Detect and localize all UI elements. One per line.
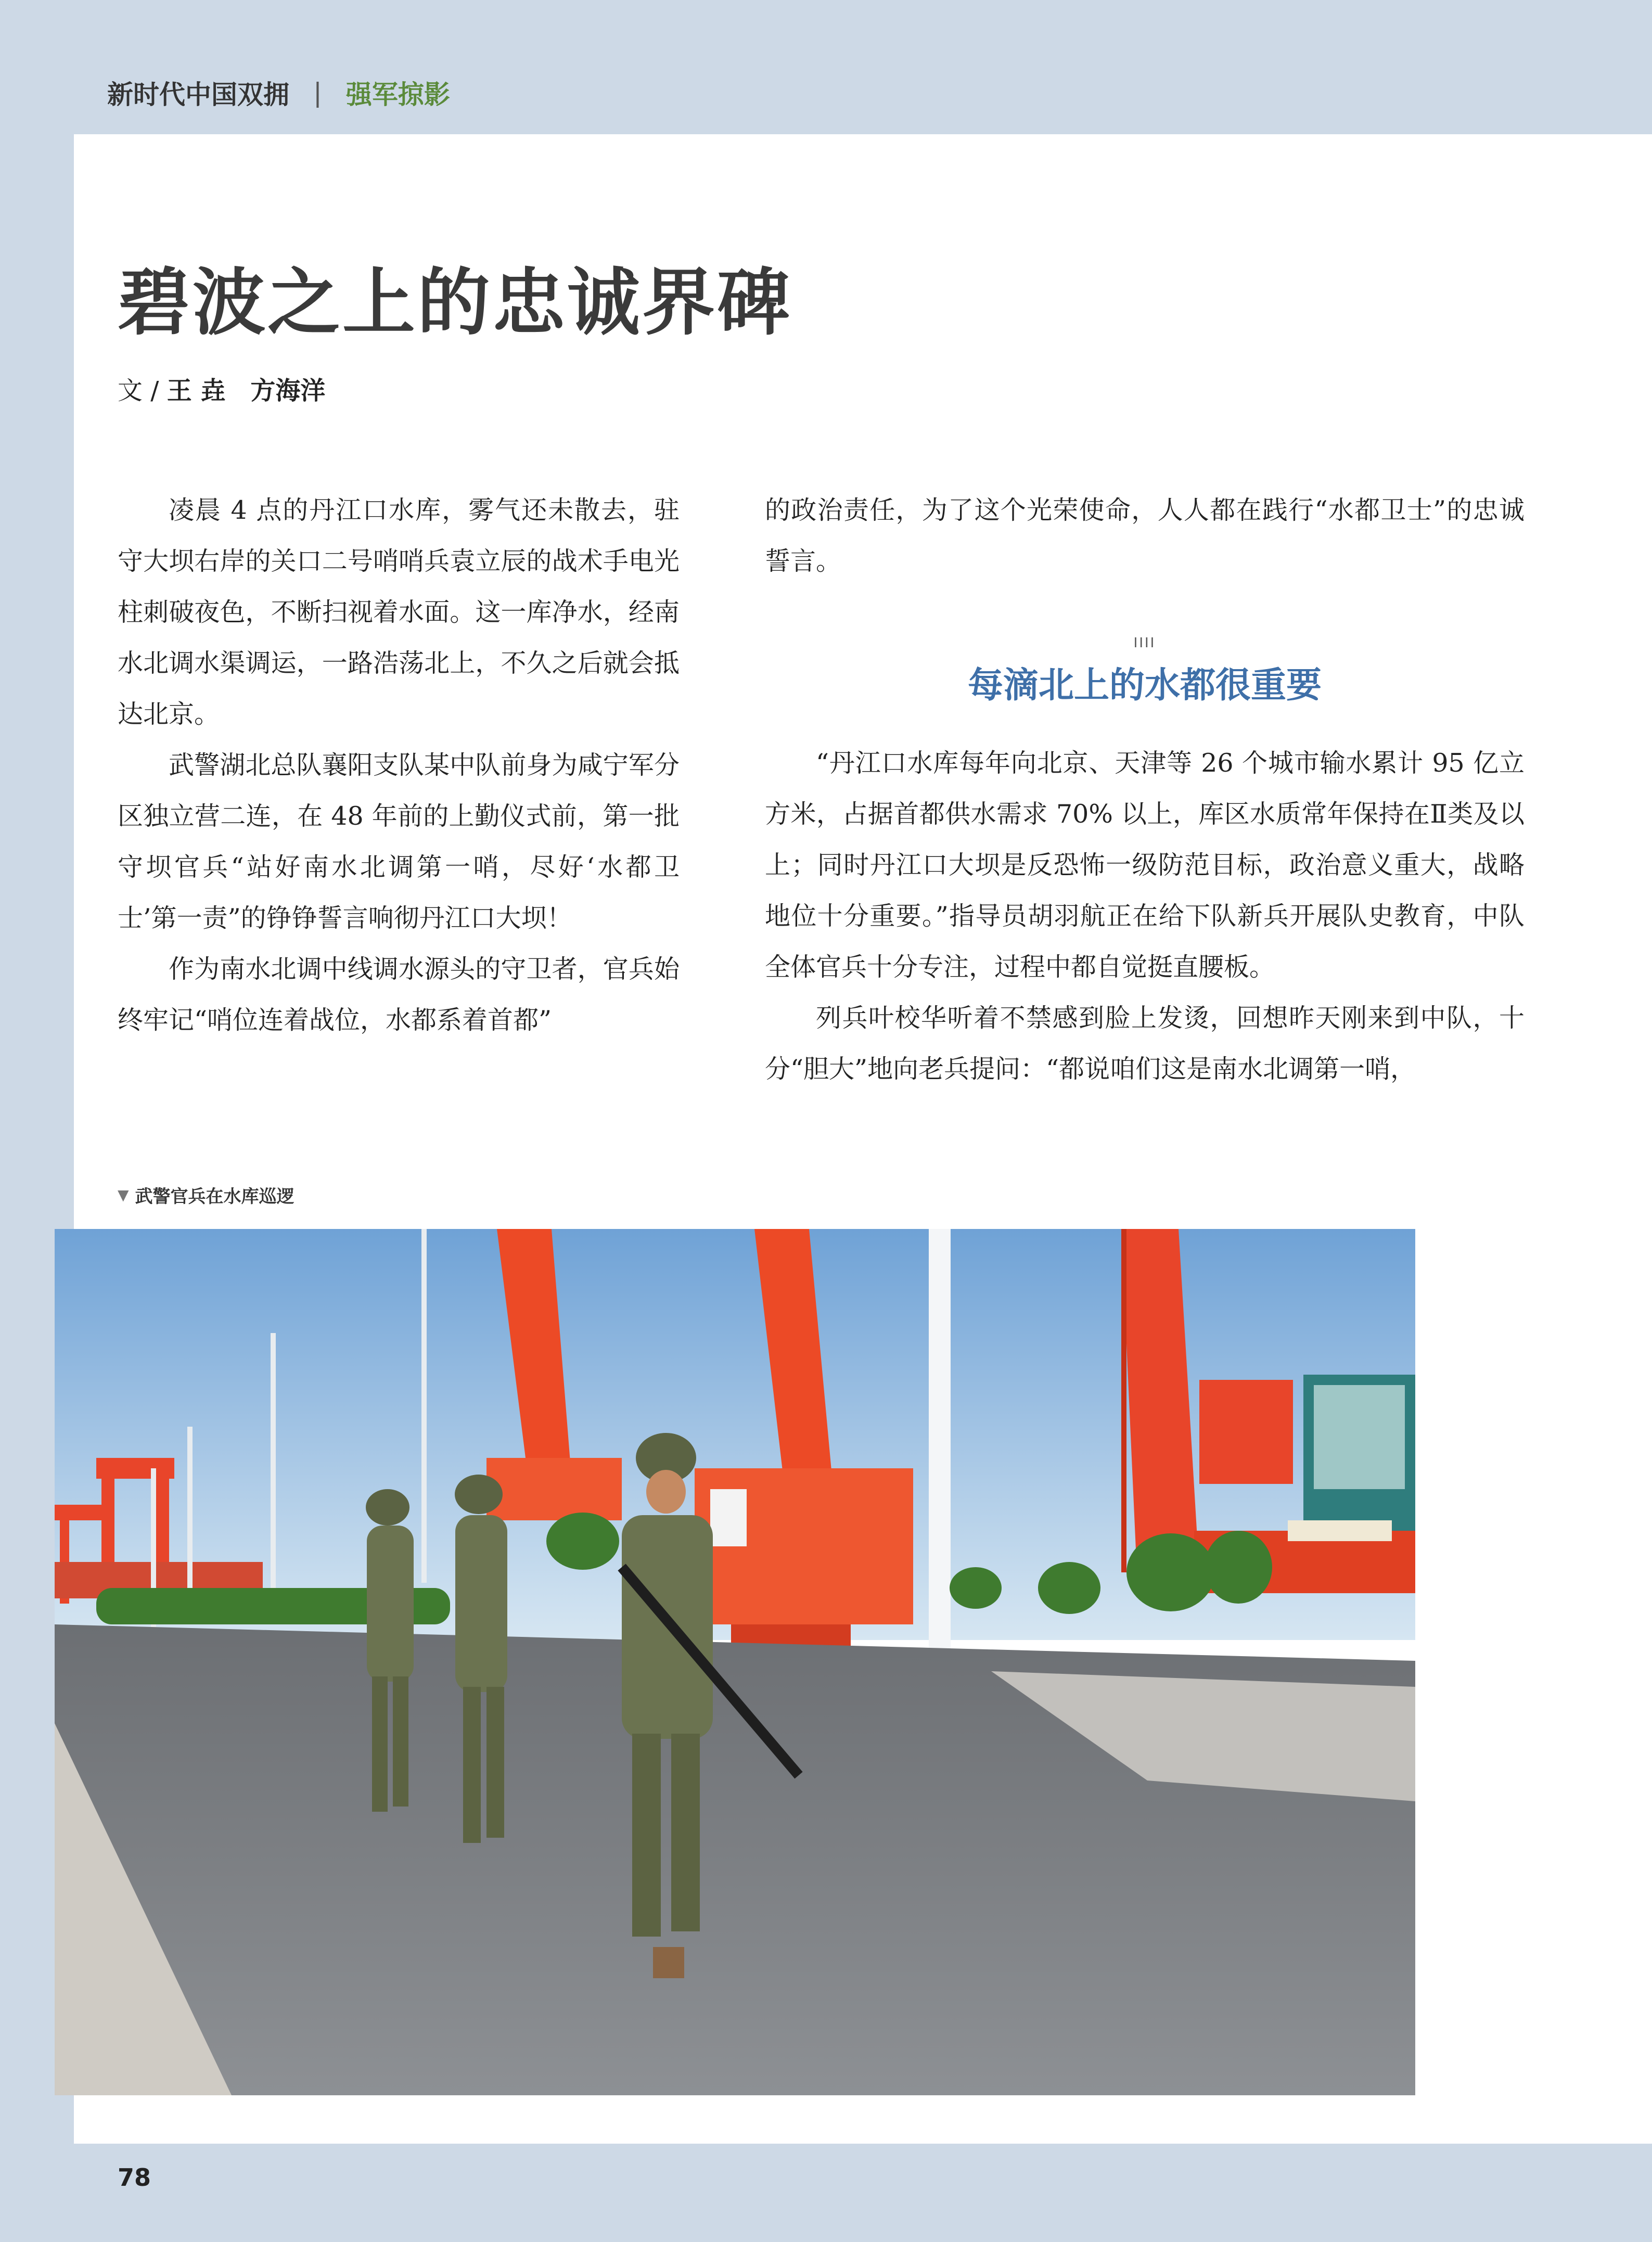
paragraph: 武警湖北总队襄阳支队某中队前身为咸宁军分区独立营二连，在 48 年前的上勤仪式前，第一批守坝官兵“站好南水北调第一哨，尽好‘水都卫士’第一责”的铮铮誓言响彻丹江口大坝！ xyxy=(118,750,680,933)
paragraph: 凌晨 4 点的丹江口水库，雾气还未散去，驻守大坝右岸的关口二号哨哨兵袁立辰的战术手电光柱刺破夜色，不断扫视着水面。这一库净水，经南水北调水渠调运，一路浩荡北上，不久之后就会抵达北京。 xyxy=(118,495,680,729)
right-column xyxy=(765,485,1525,1095)
article-title: 碧波之上的忠诚界碑 xyxy=(118,261,792,345)
caption-triangle-icon: ▼ xyxy=(118,1186,129,1203)
header-separator: | xyxy=(313,78,322,108)
byline xyxy=(118,370,325,406)
subsection-name: 强军掠影 xyxy=(345,80,450,110)
running-header xyxy=(107,74,450,111)
byline-authors: 王 垚 方海洋 xyxy=(167,376,326,405)
footer-bar xyxy=(0,2144,1652,2242)
caption-text: 武警官兵在水库巡逻 xyxy=(135,1186,294,1207)
section-heading: 每滴北上的水都很重要 xyxy=(967,665,1322,706)
page-number: 78 xyxy=(118,2163,151,2192)
section-name: 新时代中国双拥 xyxy=(107,80,289,110)
paragraph: “丹江口水库每年向北京、天津等 26 个城市输水累计 95 亿立方米，占据首都供水需求 70% 以上，库区水质常年保持在Ⅱ类及以上；同时丹江口大坝是反恐怖一级防范目标，政治意义重大，战略地位十分重要。”指导员胡羽航正在给下队新兵开展队史教育，中队全体官兵十分专注，过程中都自觉挺直腰板。 xyxy=(765,748,1525,982)
photo-caption xyxy=(118,1182,294,1208)
paragraph-continuation: 的政治责任，为了这个光荣使命，人人都在践行“水都卫士”的忠诚誓言。 xyxy=(765,495,1525,576)
paragraph: 作为南水北调中线调水源头的守卫者，官兵始终牢记“哨位连着战位，水都系着首都” xyxy=(118,954,680,1035)
left-column xyxy=(118,485,680,1046)
patrol-photo xyxy=(55,1229,1415,2095)
byline-prefix: 文 / xyxy=(118,376,167,405)
section-marker: IIII xyxy=(1133,635,1156,651)
header-bar xyxy=(0,0,1652,134)
paragraph: 列兵叶校华听着不禁感到脸上发烫，回想昨天刚来到中队，十分“胆大”地向老兵提问：“都说咱们这是南水北调第一哨， xyxy=(765,1003,1525,1084)
